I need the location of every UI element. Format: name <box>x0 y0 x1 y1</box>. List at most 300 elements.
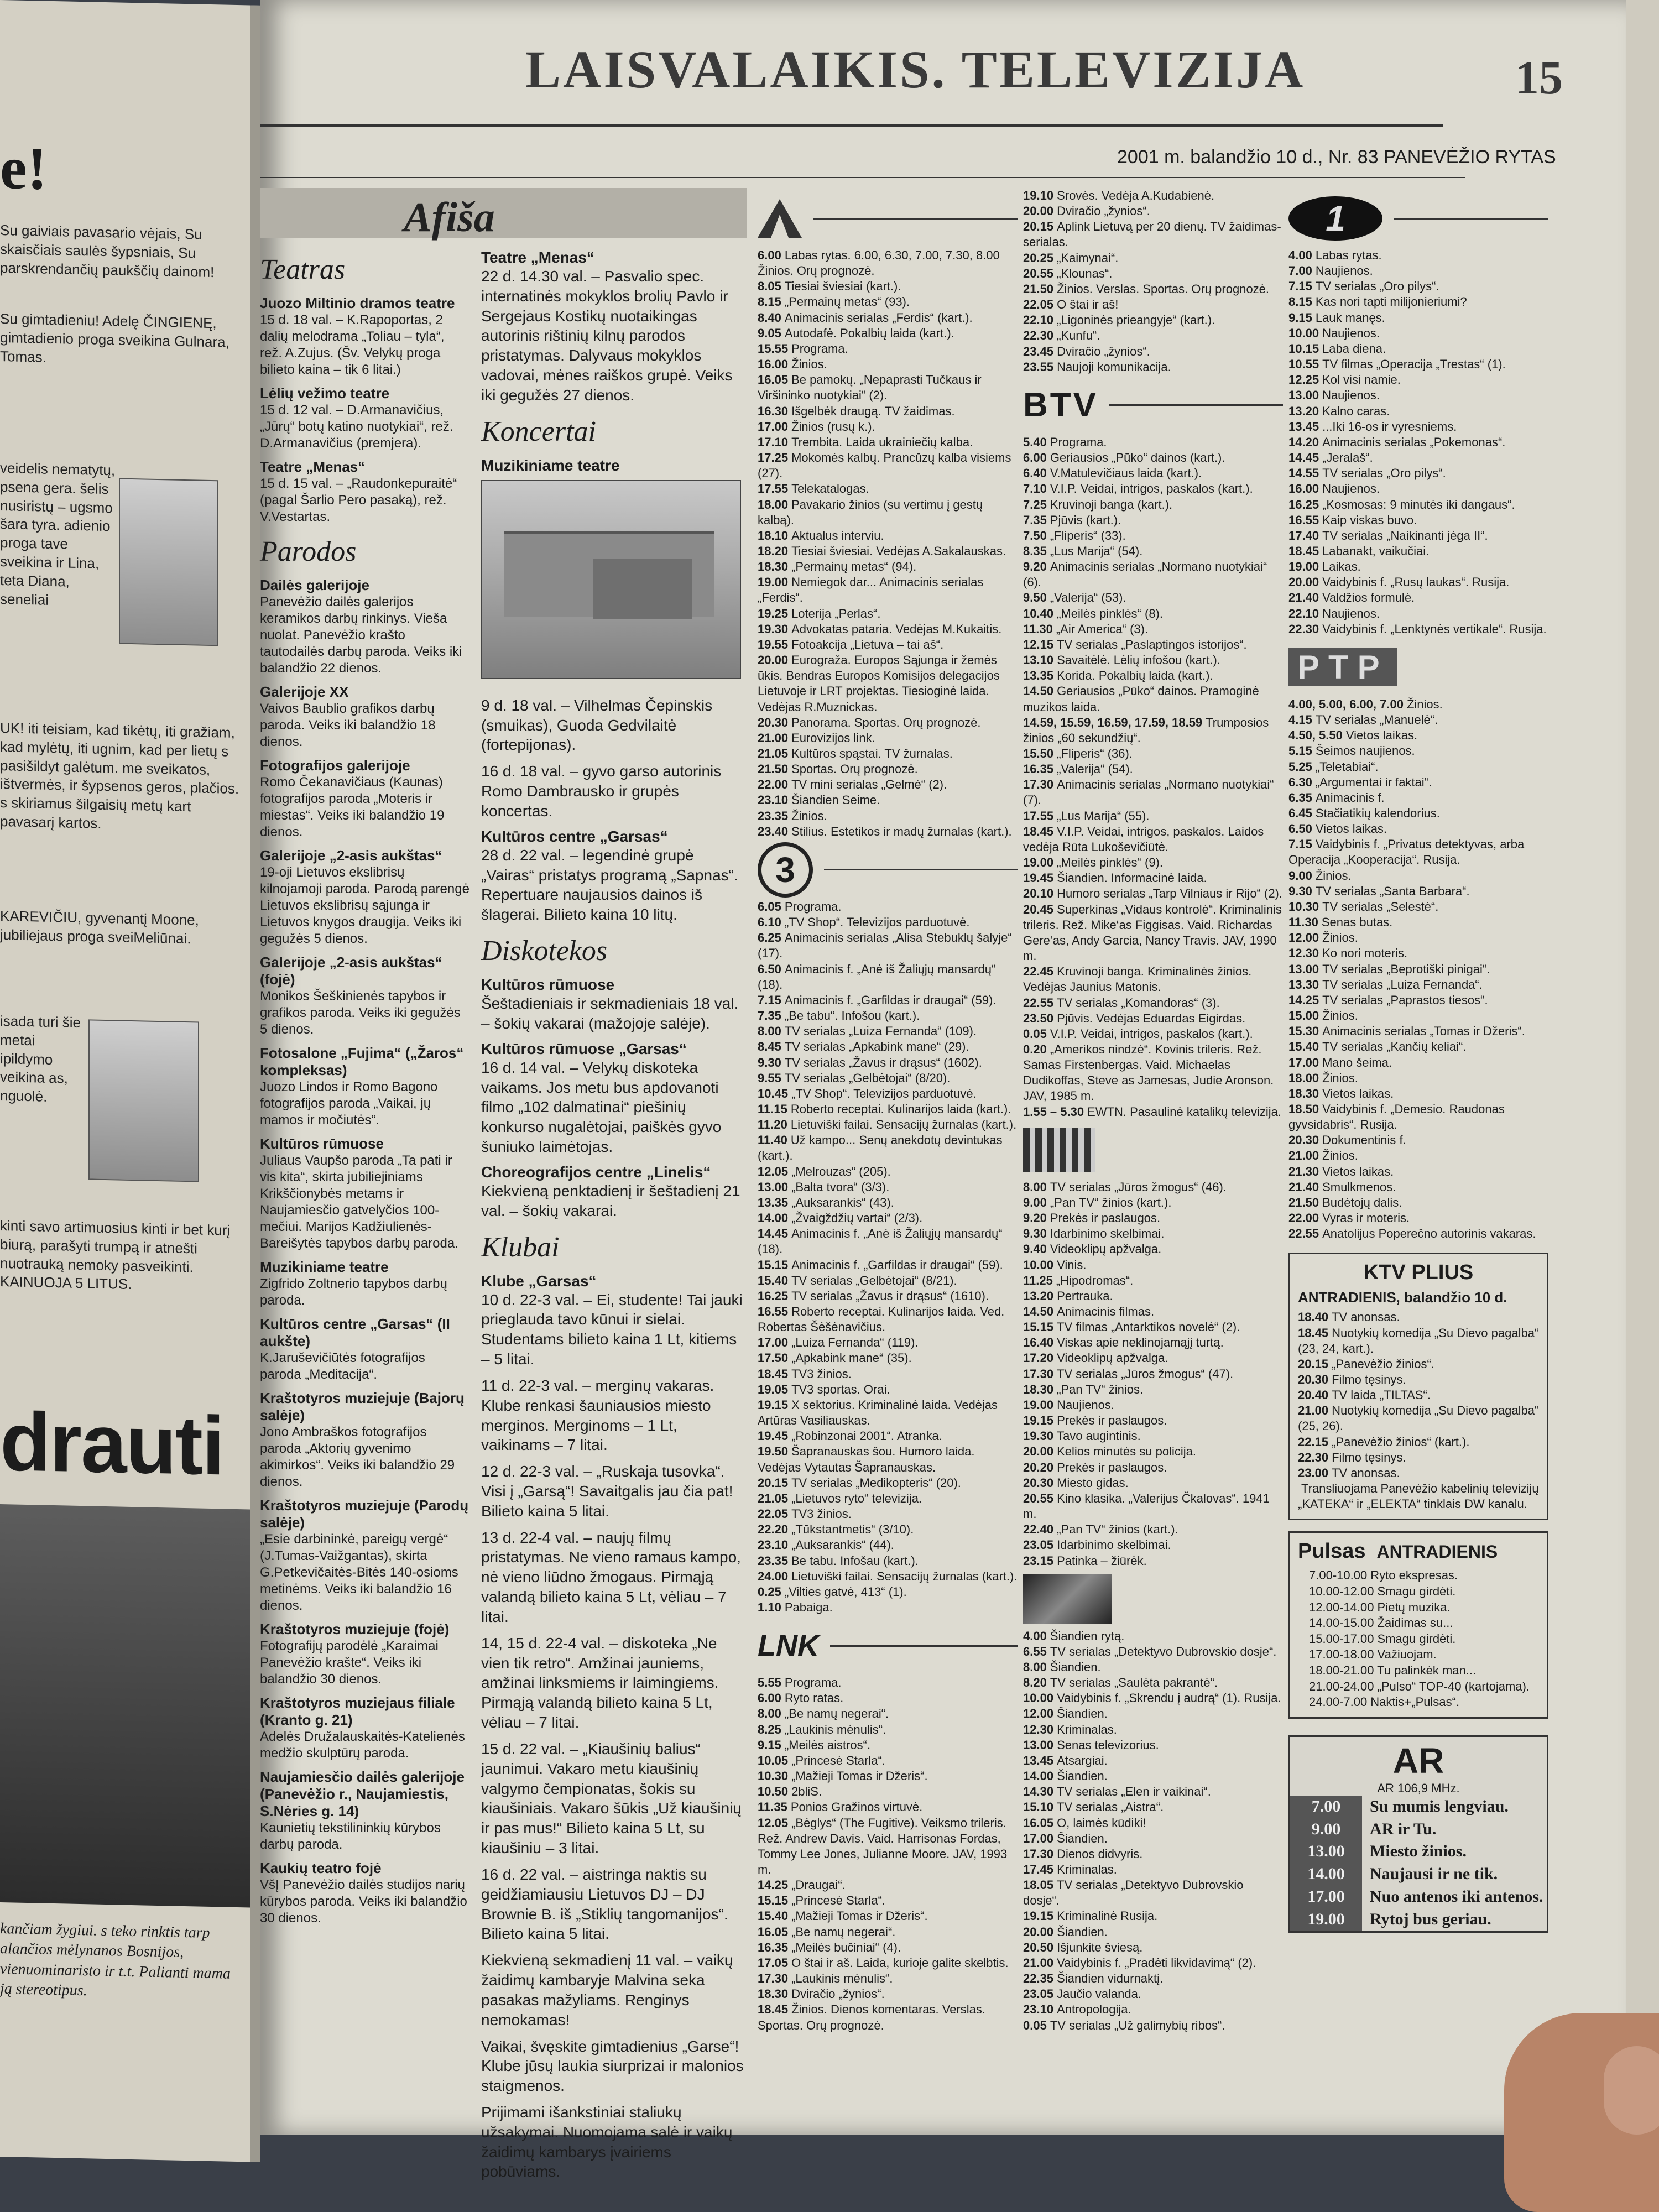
dateline: 2001 m. balandžio 10 d., Nr. 83 PANEVĖŽIO RYTAS <box>1117 147 1556 168</box>
program-time: 8.35 <box>1023 544 1047 558</box>
program-time: 15.40 <box>1288 1040 1319 1054</box>
program-item <box>758 1971 1018 1986</box>
program-title: Kriminalas. <box>1057 1863 1117 1876</box>
program-item <box>1288 388 1548 403</box>
program-item <box>758 279 1018 294</box>
program-item <box>1023 1722 1283 1738</box>
program-time: 10.05 <box>758 1753 789 1767</box>
photo-band <box>0 1504 260 1908</box>
program-time: 10.00 <box>1023 1691 1054 1705</box>
program-title: Videoklipų apžvalga. <box>1057 1351 1168 1365</box>
program-item <box>1288 1024 1548 1039</box>
program-time: 12.05 <box>758 1815 789 1830</box>
event-text: 15 d. 22 val. – „Kiaušinių balius“ jaunimui. Vakaro metu kiaušinių valgymo čempionatas, šokis su kiaušiniais. Vakaro šūkis „Už kiaušinių ir pas mus!“ Bilieto kaina 5 Lt, su kiaušiniu – 3 litai. <box>481 1740 742 1857</box>
channel-header-lnk <box>758 1621 1018 1671</box>
program-time: 9.05 <box>758 326 781 340</box>
program-item <box>1023 1660 1283 1675</box>
program-item <box>1023 1753 1283 1768</box>
program-time: 4.00 <box>1023 1629 1047 1643</box>
page-number: 15 <box>1515 51 1563 104</box>
program-item <box>758 1986 1018 2002</box>
program-item <box>758 1055 1018 1071</box>
program-item <box>1023 219 1283 250</box>
program-item <box>758 326 1018 341</box>
program-item <box>758 606 1018 622</box>
event-text: 15 d. 12 val. – D.Armanavičius, „Jūrų“ botų katino nuotykiai“, rež. D.Armanavičius (premjera). <box>260 403 453 451</box>
program-title: Pertrauka. <box>1057 1288 1113 1303</box>
program-time: 7.15 <box>1288 837 1312 852</box>
program-item <box>758 1211 1018 1226</box>
program-item <box>1023 1691 1283 1706</box>
event-title: Kultūros centre „Garsas“ <box>481 827 668 845</box>
program-item <box>758 637 1018 653</box>
program-item <box>1290 1796 1547 1818</box>
greeting-photo <box>119 478 218 646</box>
program-time: 18.05 <box>1023 1878 1054 1892</box>
program-title: Naujienos. <box>1322 606 1380 620</box>
channel-header-btv <box>1023 380 1283 430</box>
program-time: 19.10 <box>1023 189 1054 202</box>
program-title: Žinios. <box>1322 931 1358 945</box>
program-item <box>758 1924 1018 1940</box>
program-title: „Meilės pinklės“ (9). <box>1057 855 1163 870</box>
program-time: 13.00 <box>1288 388 1319 403</box>
program-title: „Meilės aistros“. <box>784 1738 871 1752</box>
channel-header-tv5 <box>1023 1125 1283 1175</box>
program-time: 19.15 <box>758 1397 789 1412</box>
program-item <box>1298 1372 1539 1387</box>
program-time: 15.55 <box>758 341 789 356</box>
program-title: Labas rytas. <box>1315 248 1382 262</box>
program-title: Be tabu. Infošau (kart.). <box>791 1553 919 1568</box>
program-title: Ko nori moteris. <box>1322 946 1408 961</box>
program-time: 18.10 <box>758 528 789 542</box>
program-time: 22.00 <box>1288 1211 1319 1225</box>
program-time: 8.15 <box>1288 295 1312 309</box>
program-item <box>1288 821 1548 837</box>
event-text: K.Jaruševičiūtės fotografijos paroda „Meditacija“. <box>260 1350 425 1382</box>
program-title: Kriminalas. <box>1057 1722 1117 1736</box>
program-title: Animacinis serialas „Normano nuotykiai“ (7). <box>1023 778 1274 807</box>
divider <box>260 124 1443 127</box>
program-title: „Amerikos nindzė“. Kovinis trileris. Rež. Samas Firstenbergas. Vaid. Michaelas Dudikoffas, Steve as Jamesas, Judie Aronson. JAV, 1985 m. <box>1023 1042 1274 1103</box>
program-time: 13.00 <box>1288 962 1319 976</box>
program-time: 20.30 <box>1023 1475 1054 1490</box>
program-item <box>1288 559 1548 575</box>
event-text: 15 d. 15 val. – „Raudonkepuraitė“ (pagal Šarlio Pero pasaką), rež. V.Vestartas. <box>260 476 457 524</box>
program-title: TV serialas „Žavus ir drąsus“ (1610). <box>791 1288 989 1303</box>
program-item <box>1023 1738 1283 1753</box>
program-title: Kriminalinė Rusija. <box>1057 1909 1158 1923</box>
program-title: „Vilties gatvė, 413“ (1). <box>784 1584 907 1599</box>
program-item <box>1288 263 1548 279</box>
program-title: Dokumentinis f. <box>1322 1133 1406 1147</box>
event-text: 16 d. 22 val. – aistringa naktis su geidžiamiausiu Lietuvos DJ – DJ Brownie B. iš „Stiklių tangomanijos“. Bilieto kaina 5 litai. <box>481 1865 728 1943</box>
program-item <box>758 1102 1018 1117</box>
program-time: 0.05 <box>1023 1026 1047 1041</box>
program-item <box>1288 513 1548 528</box>
program-item <box>1023 1180 1283 1195</box>
event-list <box>481 1272 747 2182</box>
program-item <box>758 248 1018 279</box>
program-item <box>1023 1011 1283 1026</box>
program-time: 23.50 <box>1023 1011 1054 1025</box>
program-item: 21.00-24.00 „Pulso“ TOP-40 (kartojama). <box>1309 1679 1530 1693</box>
event-title: Choreografijos centre „Linelis“ <box>481 1163 711 1181</box>
program-title: V.I.P. Veidai, intrigos, paskalos. Laidos vedėja Rūta Lukoševičiūtė. <box>1023 824 1264 854</box>
program-time: 7.00 <box>1288 264 1312 278</box>
program-item <box>1023 1675 1283 1691</box>
program-item <box>1023 1226 1283 1241</box>
program-title: Smulkmenos. <box>1322 1180 1396 1194</box>
program-title: Kelios minutės su policija. <box>1057 1444 1196 1459</box>
afisa-column-1 <box>260 243 470 1933</box>
program-time: 14.45 <box>758 1227 789 1241</box>
divider <box>260 177 1465 178</box>
program-item <box>1023 1706 1283 1721</box>
program-time: 10.30 <box>758 1769 789 1783</box>
program-item <box>758 1706 1018 1721</box>
program-item <box>1023 328 1283 343</box>
event-text: 13 d. 22-4 val. – naujų filmų pristatymas. Ne vieno ramaus kampo, nė vieno liūdno žmogaus. Pirmąją valandą bilieto kaina 5 Lt, vėliau – 7 litai. <box>481 1528 741 1625</box>
program-item <box>1023 1444 1283 1459</box>
program-title: Autodafė. Pokalbių laida (kart.). <box>784 326 954 340</box>
program-title: „Balta tvora“ (3/3). <box>791 1180 890 1194</box>
program-title: Žinios. <box>1322 1149 1358 1163</box>
program-title: „Bėglys“ (The Fugitive). Veiksmo trileris. Rež. Andrew Davis. Vaid. Harrisonas Fordas, Tommy Lee Jones, Julianne Moore. JAV, 1993 m. <box>758 1815 1008 1876</box>
event-title: Kultūros centre „Garsas“ (II aukšte) <box>260 1316 450 1349</box>
program-item <box>758 930 1018 961</box>
event-title: Kultūros rūmuose „Garsas“ <box>481 1040 687 1057</box>
program-item <box>1023 1397 1283 1413</box>
program-title: „Pan TV“ žinios (kart.). <box>1057 1522 1178 1537</box>
program-title: Kaip viskas buvo. <box>1322 513 1417 527</box>
program-item <box>1288 279 1548 294</box>
program-title: Dienos didvyris. <box>1057 1846 1143 1861</box>
program-time: 21.00 <box>1288 1149 1319 1163</box>
program-time: 13.35 <box>758 1195 789 1209</box>
program-title: Transliuojama Panevėžio kabelinių televizijų „KATEKA“ ir „ELEKTA“ tinklais DW kanalu. <box>1298 1481 1539 1511</box>
program-time: 8.00 <box>1023 1180 1047 1194</box>
program-title: Prekės ir paslaugos. <box>1050 1211 1161 1225</box>
program-time: 4.00, 5.00, 6.00, 7.00 <box>1288 697 1404 711</box>
program-item <box>1288 1055 1548 1071</box>
program-time: 16.35 <box>1023 762 1054 776</box>
program-time: 21.00 <box>1023 1955 1054 1970</box>
event-list <box>481 976 747 1220</box>
program-item <box>1288 326 1548 341</box>
program-item <box>758 746 1018 761</box>
program-time: 9.00 <box>1023 1195 1047 1209</box>
program-item <box>1288 962 1548 977</box>
ar-frequency: AR 106,9 MHz. <box>1377 1781 1460 1795</box>
program-item <box>758 450 1018 481</box>
program-title: Loterija „Perlas“. <box>791 606 881 620</box>
program-time: 20.30 <box>1288 1133 1319 1147</box>
program-item <box>1288 528 1548 544</box>
program-title: Laba diena. <box>1322 341 1386 356</box>
program-title: „Ligoninės prieangyje“ (kart.). <box>1057 313 1215 327</box>
program-title: „Mažieji Tomas ir Džeris“. <box>791 1909 928 1923</box>
program-title: „Tūkstantmetis“ (3/10). <box>791 1522 914 1537</box>
program-title: Nuotykių komedija „Su Dievo pagalba“ (23, 24, kart.). <box>1298 1326 1539 1355</box>
program-item <box>758 575 1018 606</box>
program-title: Senas televizorius. <box>1057 1738 1159 1752</box>
program-item <box>1023 668 1283 684</box>
program-title: Savaitėlė. Lėlių infošou (kart.). <box>1057 653 1220 667</box>
program-title: „Laukinis mėnulis“. <box>784 1722 886 1736</box>
program-time: 22.35 <box>1023 1971 1054 1986</box>
program-item: 18.00-21.00 Tu palinkėk man... <box>1309 1663 1477 1677</box>
program-time: 14.55 <box>1288 466 1319 481</box>
program-time: 8.45 <box>758 1040 781 1054</box>
program-list <box>1288 248 1548 637</box>
program-time: 18.00 <box>758 497 789 512</box>
program-list <box>1298 1568 1539 1710</box>
program-item <box>758 497 1018 528</box>
program-title: Kino klasika. „Valerijus Čkalovas“. 1941 m. <box>1023 1491 1270 1521</box>
program-item <box>758 715 1018 731</box>
program-title: O štai ir aš! <box>1057 298 1119 312</box>
program-title: Žinios. <box>791 357 827 372</box>
program-time: 0.05 <box>1023 2018 1047 2032</box>
program-time: 6.00 <box>758 1691 781 1705</box>
program-time: 23.45 <box>1023 344 1054 358</box>
program-time: 13.35 <box>1023 669 1054 683</box>
program-title: Vietos laikas. <box>1315 822 1387 836</box>
program-item <box>758 1738 1018 1753</box>
program-time: 23.35 <box>758 808 789 823</box>
program-title: Vaidybinis f. „Lenktynės vertikale“. Rusija. <box>1322 622 1547 636</box>
program-title: Animacinis f. „Anė iš Žaliųjų mansardų“ (18). <box>758 1227 1003 1256</box>
program-item <box>1288 837 1548 868</box>
program-title: Nuotykių komedija „Su Dievo pagalba“ (25, 26). <box>1298 1404 1539 1433</box>
program-item <box>1298 1357 1539 1372</box>
greeting-text: KAREVIČIU, gyvenantį Moone, jubiliejaus proga sveiMeliūnai. <box>0 907 199 947</box>
program-item <box>758 993 1018 1008</box>
program-time: 7.10 <box>1023 482 1047 496</box>
program-item <box>758 1008 1018 1024</box>
program-item <box>1023 1475 1283 1491</box>
program-time: 18.45 <box>758 1366 789 1381</box>
event-text: 9 d. 18 val. – Vilhelmas Čepinskis (smuikas), Guoda Gedvilaitė (fortepijonas). <box>481 696 713 754</box>
program-time: 22.15 <box>1298 1434 1329 1449</box>
program-title: „Robinzonai 2001“. Atranka. <box>791 1429 942 1443</box>
program-title: Mano šeima. <box>1322 1055 1392 1070</box>
program-title: Vinis. <box>1057 1258 1087 1272</box>
program-item <box>758 341 1018 357</box>
program-item <box>1288 1180 1548 1195</box>
program-time: 16.05 <box>758 373 789 387</box>
program-title: Trembita. Laida ukrainiečių kalba. <box>791 435 973 449</box>
program-title: Programa. <box>784 1676 842 1690</box>
program-item <box>1288 868 1548 884</box>
program-time: 11.35 <box>758 1800 787 1814</box>
program-title: Šiandien. <box>1050 1660 1101 1674</box>
program-title: TV serialas „Beprotiški pinigai“. <box>1322 962 1490 976</box>
event-text: Fotografijų parodėlė „Karaimai Panevėžio krašte“. Veiks iki balandžio 30 dienos. <box>260 1639 439 1687</box>
program-item <box>1023 1784 1283 1799</box>
box-heading: ANTRADIENIS <box>1376 1542 1498 1562</box>
program-title: TV serialas „Detektyvo Dubrovskio dosje“. <box>1023 1878 1244 1908</box>
program-item <box>1290 1908 1547 1931</box>
program-title: „Apkabink mane“ (35). <box>791 1351 912 1365</box>
program-time: 5.15 <box>1288 744 1312 758</box>
program-item <box>1023 622 1283 637</box>
program-time: 19.30 <box>758 622 789 636</box>
program-title: Labas rytas. 6.00, 6.30, 7.00, 7.30, 8.00 Žinios. Orų prognozė. <box>758 248 1000 278</box>
tv-column-2 <box>1023 188 1283 2033</box>
section-title-parodos: Parodos <box>260 536 357 567</box>
program-item <box>1288 946 1548 961</box>
program-item <box>758 1537 1018 1553</box>
program-item <box>1023 1413 1283 1428</box>
program-title: „Be namų negerai“. <box>784 1707 889 1721</box>
program-title: Trumposios žinios „60 sekundžių“. <box>1023 715 1269 745</box>
program-title: O, laimės kūdiki! <box>1057 1815 1146 1830</box>
event-title: Juozo Miltinio dramos teatre <box>260 295 455 311</box>
program-time: 6.05 <box>758 899 781 914</box>
program-time: 16.00 <box>1288 482 1319 496</box>
program-title: Vaidybinis f. „Skrendu į audrą“ (1). Rusija. <box>1057 1691 1281 1705</box>
program-time: 12.25 <box>1288 373 1319 387</box>
program-item <box>758 1226 1018 1257</box>
program-time: 17.45 <box>1023 1863 1054 1876</box>
program-item <box>758 1304 1018 1335</box>
program-time: 16.05 <box>1023 1815 1054 1830</box>
program-time: 5.55 <box>758 1676 781 1690</box>
greeting-text: Su gimtadieniu! Adelę ČINGIENĘ, gimtadienio proga sveikina Gulnara, Tomas. <box>0 310 229 366</box>
program-time: 10.00 <box>1288 326 1319 340</box>
program-item <box>758 419 1018 435</box>
program-time: 14.25 <box>1288 993 1319 1007</box>
program-time: 13.00 <box>758 1180 789 1194</box>
program-time: 13.20 <box>1023 1288 1054 1303</box>
program-time: 9.30 <box>1023 1227 1047 1241</box>
program-time: 19.00 <box>758 575 789 589</box>
rtr-logo: PTP <box>1288 648 1397 686</box>
program-title: Vaidybinis f. „Privatus detektyvas, arba Operacija „Kooperacija“. Rusija. <box>1288 837 1525 867</box>
program-item <box>1290 1886 1547 1908</box>
program-item <box>1023 481 1283 497</box>
program-item <box>758 1722 1018 1738</box>
program-item <box>1023 1288 1283 1304</box>
program-item <box>1023 1366 1283 1382</box>
program-item <box>1288 544 1548 559</box>
program-time: 9.00 <box>1290 1818 1362 1841</box>
program-title: Kultūros spąstai. TV žurnalas. <box>791 747 953 760</box>
program-title: „Valerija“ (54). <box>1057 762 1133 776</box>
program-time: 7.00 <box>1290 1796 1362 1818</box>
program-item <box>1023 606 1283 622</box>
program-time: 12.00 <box>1023 1707 1054 1721</box>
event-text: Panevėžio dailės galerijos keramikos darbų rinkinys. Vieša nuolat. Panevėžio krašto tautodailės darbų paroda. Veiks iki balandžio 22 dienos. <box>260 594 462 676</box>
program-title: Šiandien rytą. <box>1050 1629 1125 1643</box>
program-time: 14.59, 15.59, 16.59, 17.59, 18.59 <box>1023 715 1203 729</box>
program-time: 7.15 <box>758 993 781 1007</box>
program-title: Pabaiga. <box>784 1600 833 1614</box>
program-title: TV serialas „Oro pilys“. <box>1315 279 1439 294</box>
program-time: 21.05 <box>758 747 789 760</box>
program-item <box>1023 544 1283 559</box>
program-item <box>1023 1211 1283 1226</box>
program-item <box>758 1164 1018 1180</box>
event-title: Klube „Garsas“ <box>481 1272 597 1290</box>
program-title: „Pan TV“ žinios (kart.). <box>1050 1195 1172 1209</box>
program-time: 18.45 <box>1288 544 1319 558</box>
program-time: 20.00 <box>1023 1444 1054 1459</box>
program-title: Lauk manęs. <box>1315 310 1385 325</box>
program-item <box>1023 870 1283 886</box>
program-item <box>1288 1102 1548 1133</box>
program-time: 14.50 <box>1023 684 1054 698</box>
program-title: Miesto gidas. <box>1057 1475 1129 1490</box>
ar-radio-box <box>1288 1735 1548 1933</box>
program-item <box>758 731 1018 746</box>
program-item <box>1288 790 1548 806</box>
ar-logo: AR <box>1392 1740 1444 1781</box>
program-time: 15.50 <box>1023 747 1054 760</box>
event-text: 19-oji Lietuvos ekslibrisų kilnojamoji paroda. Parodą parengė Lietuvos ekslibrisų sąjunga ir Lietuvos knygos draugija. Veiks iki gegužės 5 dienos. <box>260 865 469 946</box>
program-title: TV serialas „Apkabink mane“ (29). <box>784 1040 969 1054</box>
program-item <box>758 559 1018 575</box>
program-title: Filmo tęsinys. <box>1332 1373 1406 1386</box>
program-time: 14.25 <box>758 1878 789 1892</box>
program-item <box>758 544 1018 559</box>
program-title: Naujienos. <box>1322 482 1380 496</box>
program-item <box>758 1024 1018 1039</box>
program-title: 2bliS. <box>791 1785 822 1799</box>
program-time: 19.55 <box>758 637 789 651</box>
program-title: Žinios. Verslas. Sportas. Orų prognozė. <box>1057 281 1270 296</box>
program-item: 24.00-7.00 Naktis+„Pulsas“. <box>1309 1695 1460 1709</box>
program-title: Fotoakcija „Lietuva – tai aš“. <box>791 637 944 651</box>
program-title: „Meilės bučiniai“ (4). <box>791 1940 901 1954</box>
program-item <box>758 1444 1018 1475</box>
program-time: 24.00 <box>758 1569 789 1583</box>
program-item <box>758 1768 1018 1784</box>
program-item <box>1023 1924 1283 1940</box>
program-item <box>758 1584 1018 1600</box>
program-time: 15.15 <box>758 1258 789 1272</box>
program-title: TV serialas „Naikinanti jėga II“. <box>1322 528 1488 542</box>
event-text: Juozo Lindos ir Romo Bagono fotografijos paroda „Vaikai, jų mamos ir močiutės“. <box>260 1079 438 1128</box>
program-item <box>758 1799 1018 1815</box>
program-title: Antropologija. <box>1057 2002 1131 2017</box>
program-list <box>758 248 1018 839</box>
program-item <box>758 528 1018 544</box>
program-item <box>1023 746 1283 761</box>
program-item <box>1023 1335 1283 1350</box>
program-item <box>1288 1195 1548 1211</box>
program-title: Stačiatikių kalendorius. <box>1315 806 1440 820</box>
program-time: 20.20 <box>1023 1460 1054 1474</box>
program-time: 15.15 <box>758 1893 789 1908</box>
program-title: „Teletabiai“. <box>1315 759 1379 774</box>
program-item <box>1298 1450 1539 1465</box>
program-title: Animacinis serialas „Pokemonas“. <box>1322 435 1506 449</box>
program-item <box>1023 435 1283 450</box>
program-time: 22.55 <box>1288 1227 1319 1241</box>
program-title: TV laida „TILTAS“. <box>1332 1388 1431 1402</box>
program-title: Su mumis lengviau. <box>1370 1797 1509 1815</box>
program-time: 6.40 <box>1023 466 1047 481</box>
program-time: 22.55 <box>1023 995 1054 1010</box>
program-item <box>1023 653 1283 668</box>
program-time: 9.15 <box>1288 310 1312 325</box>
program-item <box>1288 294 1548 310</box>
program-item <box>758 1071 1018 1086</box>
